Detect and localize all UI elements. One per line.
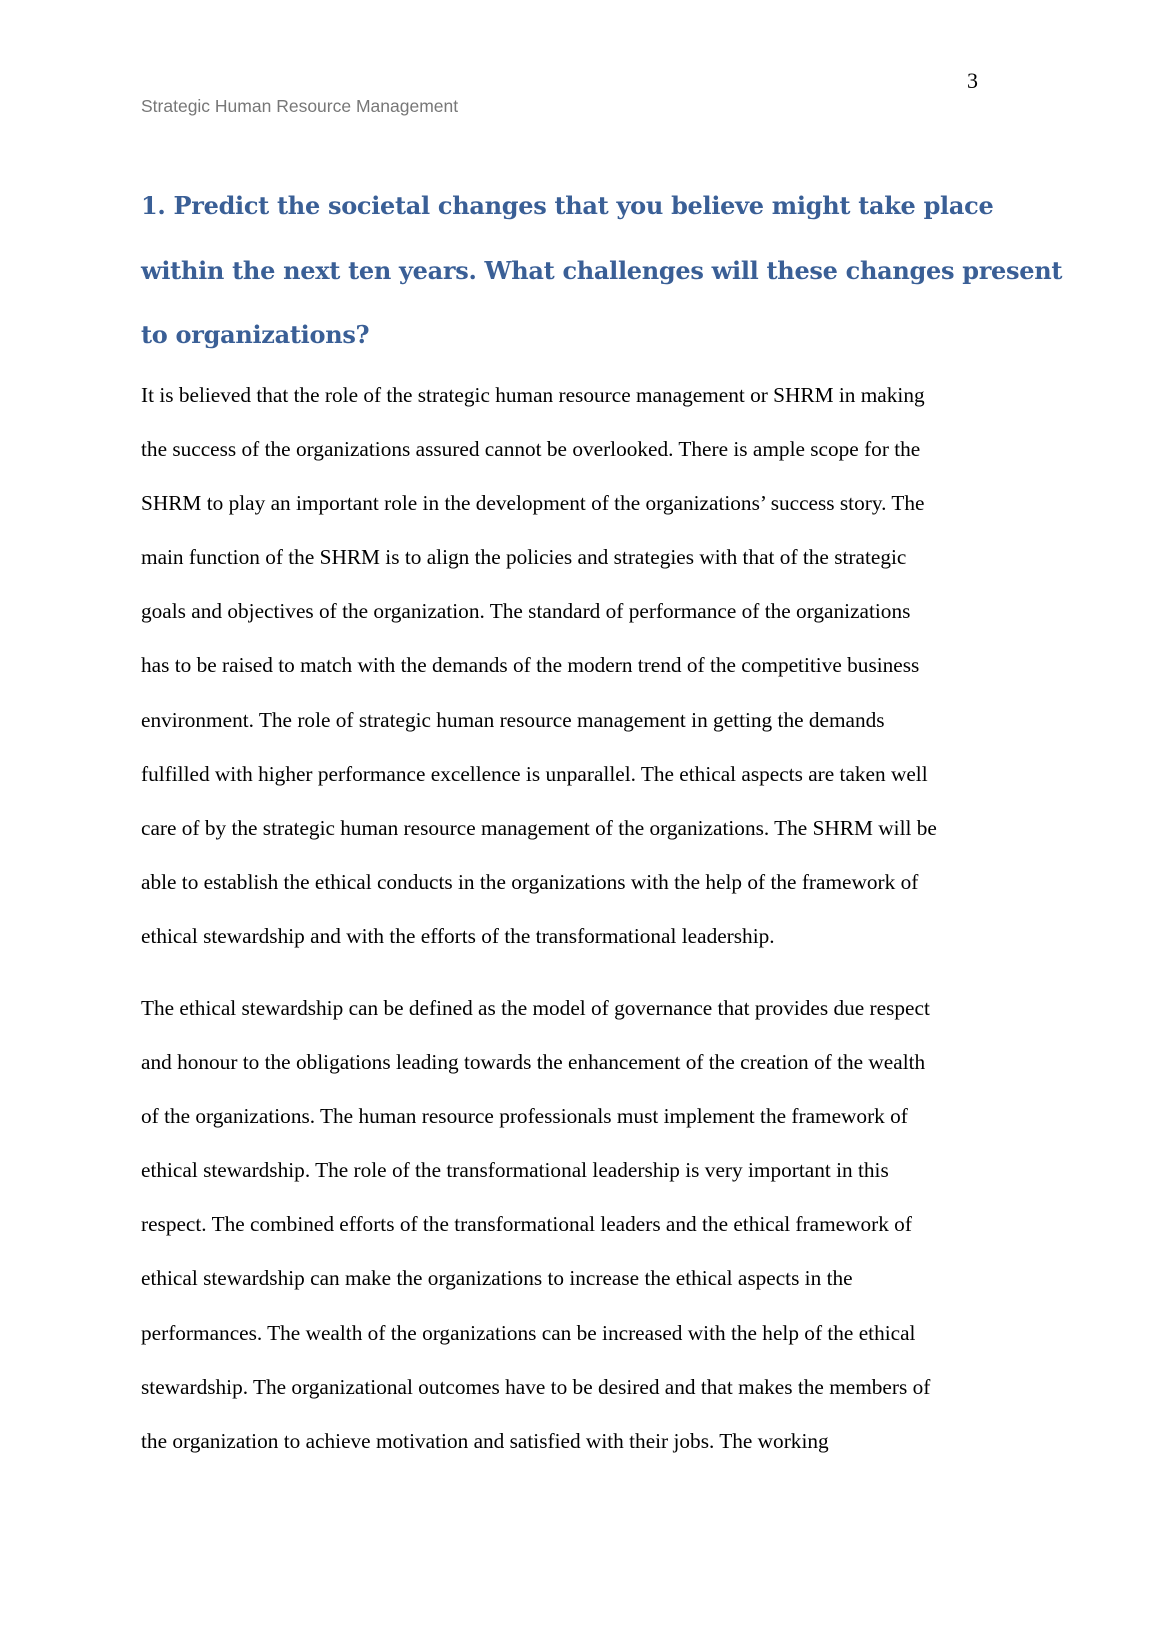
page-number: 3 [967,68,978,93]
paragraph-line: main function of the SHRM is to align the policies and strategies with that of the strategic [141,545,907,570]
heading-line: to organizations? [141,320,370,349]
body-paragraph-1 [141,368,1021,963]
paragraph-line: The ethical stewardship can be defined as the model of governance that provides due respect [141,996,930,1020]
paragraph-line: goals and objectives of the organization. The standard of performance of the organizations [141,599,911,624]
paragraph-line: It is believed that the role of the strategic human resource management or SHRM in making [141,383,925,407]
paragraph-line: stewardship. The organizational outcomes have to be desired and that makes the members of [141,1374,931,1399]
paragraph-line: the organization to achieve motivation and satisfied with their jobs. The working [141,1428,829,1453]
paragraph-line: environment. The role of strategic human resource management in getting the demands [141,707,885,732]
paragraph-line: ethical stewardship. The role of the transformational leadership is very important in this [141,1158,889,1183]
paragraph-line: respect. The combined efforts of the transformational leaders and the ethical framework of [141,1212,912,1237]
paragraph-line: performances. The wealth of the organizations can be increased with the help of the ethical [141,1320,916,1345]
running-head: Strategic Human Resource Management [141,96,459,116]
heading-line: 1. Predict the societal changes that you believe might take place [141,191,994,220]
paragraph-line: of the organizations. The human resource professionals must implement the framework of [141,1104,908,1129]
paragraph-line: care of by the strategic human resource management of the organizations. The SHRM will be [141,815,937,840]
body-paragraph-2 [141,981,1021,1468]
paragraph-line: fulfilled with higher performance excellence is unparallel. The ethical aspects are taken well [141,761,928,786]
paragraph-line: has to be raised to match with the demands of the modern trend of the competitive business [141,653,920,678]
paragraph-line: the success of the organizations assured cannot be overlooked. There is ample scope for the [141,437,921,462]
paragraph-line: ethical stewardship and with the efforts of the transformational leadership. [141,923,775,948]
paragraph-line: ethical stewardship can make the organizations to increase the ethical aspects in the [141,1266,853,1291]
paragraph-line: able to establish the ethical conducts in the organizations with the help of the framework of [141,869,919,894]
paragraph-line: and honour to the obligations leading towards the enhancement of the creation of the wealth [141,1050,926,1075]
section-heading [141,174,1063,368]
paragraph-line: SHRM to play an important role in the development of the organizations’ success story. The [141,491,925,516]
heading-line: within the next ten years. What challenges will these changes present [141,255,1063,285]
